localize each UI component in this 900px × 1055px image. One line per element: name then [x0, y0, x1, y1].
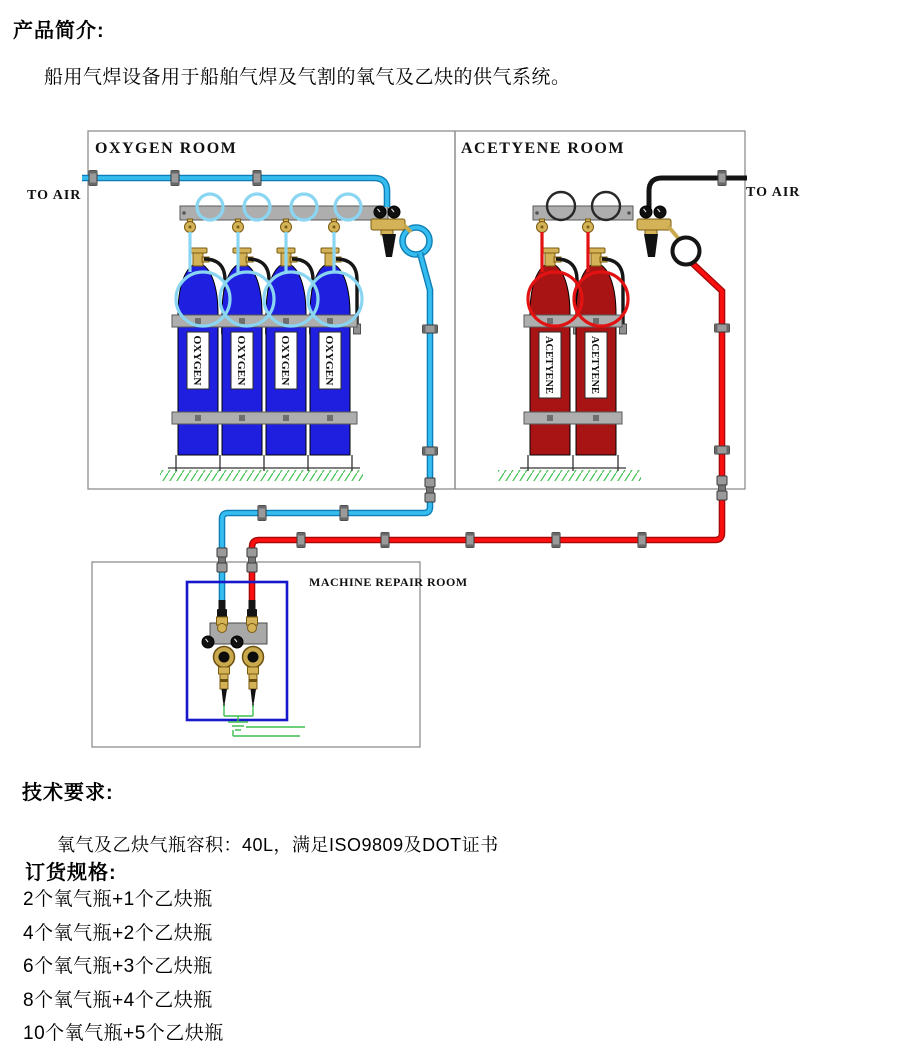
- outlet-gauge: [202, 636, 214, 648]
- oxygen-ground: [160, 455, 363, 481]
- tech-heading: 技术要求:: [22, 782, 114, 804]
- oxygen-cylinder-label: OXYGEN: [235, 335, 247, 384]
- acetylene-ground: [498, 455, 641, 481]
- machine-repair-room: [92, 562, 468, 747]
- order-item: 8个氧气瓶+4个乙炔瓶: [23, 989, 213, 1011]
- to-air-right-label: TO AIR: [746, 185, 801, 200]
- intro-heading: 产品简介:: [13, 20, 105, 42]
- oxygen-cylinder-label: OXYGEN: [323, 335, 335, 384]
- acetylene-cylinder-label: ACETYENE: [589, 336, 600, 395]
- acetylene-regulator: [637, 206, 700, 265]
- order-heading: 订货规格:: [25, 862, 117, 884]
- cylinder-bracket: [524, 412, 622, 424]
- manifold-valve: [537, 219, 594, 233]
- tech-text: 氧气及乙炔气瓶容积：40L，满足ISO9809及DOT证书: [57, 835, 499, 855]
- oxygen-cylinder-label: OXYGEN: [279, 335, 291, 384]
- acetylene-manifold: [533, 192, 633, 233]
- acetylene-cylinder-label: ACETYENE: [543, 336, 554, 395]
- order-item: 4个氧气瓶+2个乙炔瓶: [23, 922, 213, 944]
- machine-room-label: MACHINE REPAIR ROOM: [309, 575, 468, 589]
- intro-text: 船用气焊设备用于船舶气焊及气割的氧气及乙炔的供气系统。: [44, 67, 571, 88]
- order-list: [23, 883, 224, 1051]
- order-item: 2个氧气瓶+1个乙炔瓶: [23, 889, 213, 910]
- to-air-left-label: TO AIR: [27, 188, 82, 203]
- outlet-station-box: [187, 582, 287, 720]
- oxygen-cylinder-label: OXYGEN: [191, 335, 203, 384]
- acetylene-vent-pipe: [649, 178, 747, 208]
- oxygen-manifold: [180, 194, 388, 233]
- order-item: 6个氧气瓶+3个乙炔瓶: [23, 956, 213, 977]
- outlet-gauge: [231, 636, 243, 648]
- order-item: 10个氧气瓶+5个乙炔瓶: [23, 1023, 224, 1044]
- acetylene-room-label: ACETYENE ROOM: [461, 140, 625, 157]
- gas-outlet-station: [202, 600, 267, 707]
- acetylene-coil-hose: [673, 238, 700, 265]
- oxygen-room-label: OXYGEN ROOM: [95, 140, 238, 157]
